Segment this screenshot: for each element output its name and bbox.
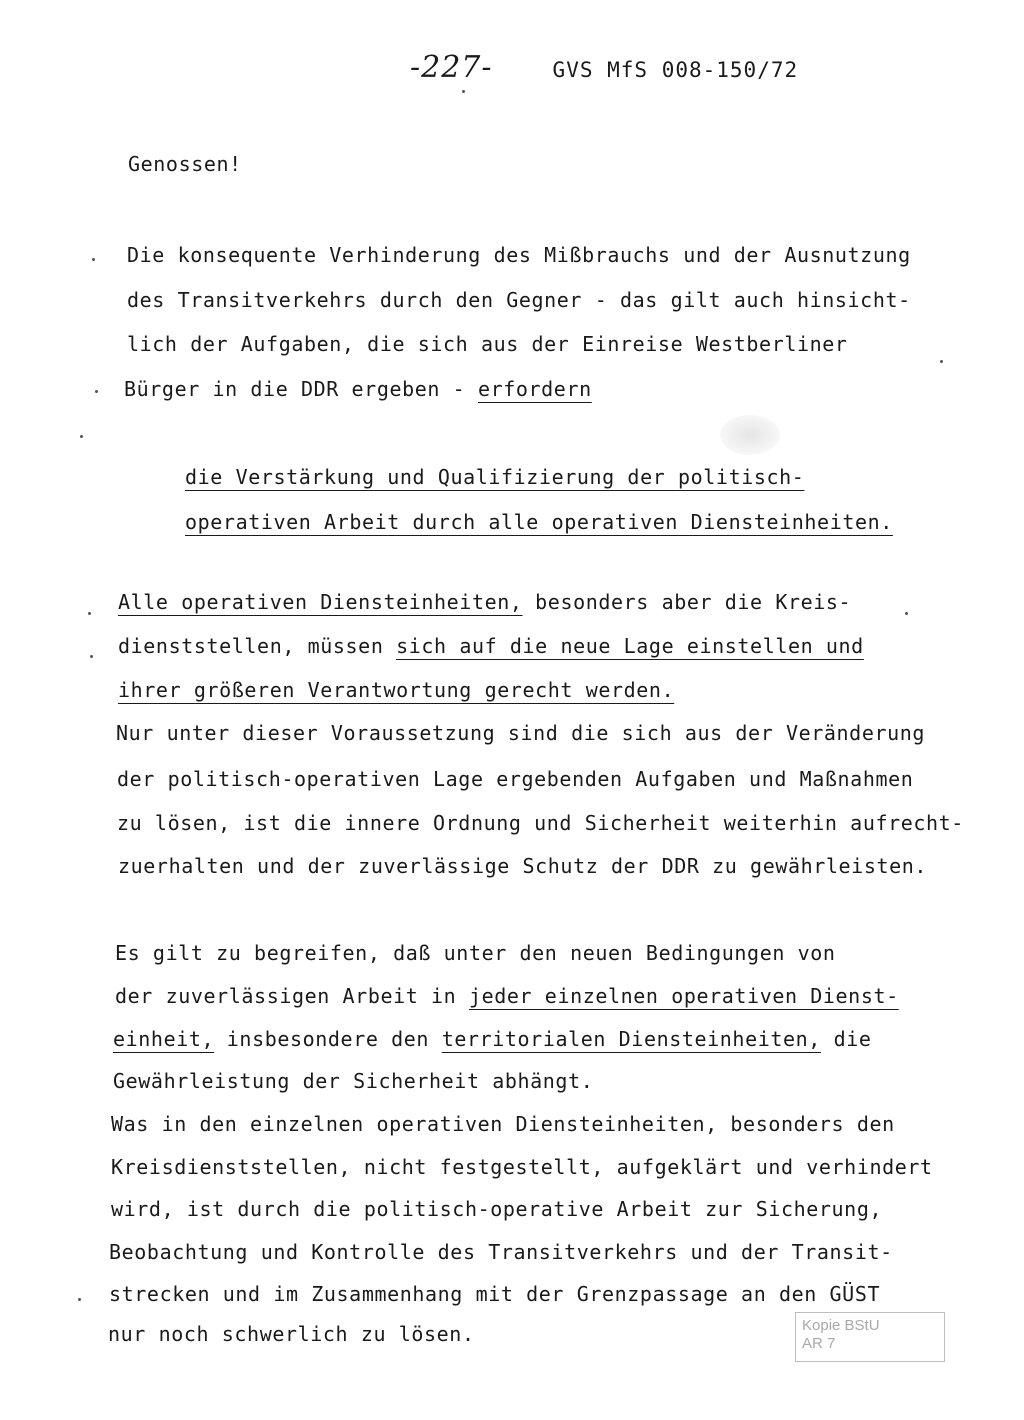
para2-line2 — [118, 634, 864, 658]
para3-line3-underlined-b: territorialen Diensteinheiten, — [441, 1027, 821, 1051]
para2-line2-underlined: sich auf die neue Lage einstellen und — [396, 634, 864, 658]
stamp-line1: Kopie BStU — [802, 1317, 880, 1334]
margin-speck — [90, 655, 93, 658]
para3-line3 — [113, 1027, 872, 1051]
para2-line1 — [118, 590, 851, 614]
page-header — [410, 50, 798, 85]
emphasis-line2: operativen Arbeit durch alle operativen Diensteinheiten. — [185, 510, 893, 534]
salutation: Genossen! — [128, 152, 242, 176]
archive-stamp — [795, 1312, 945, 1362]
para3-line2-text: der zuverlässigen Arbeit in — [115, 984, 469, 1008]
para2-line4: Nur unter dieser Voraussetzung sind die sich aus der Veränderung — [116, 721, 926, 745]
para1-line2: des Transitverkehrs durch den Gegner - das gilt auch hinsicht- — [127, 288, 911, 312]
para3-line6: Kreisdienststellen, nicht festgestellt, aufgeklärt und verhindert — [111, 1155, 933, 1179]
para1-line4 — [124, 377, 592, 401]
para3-line2-underlined: jeder einzelnen operativen Dienst- — [468, 984, 899, 1008]
margin-speck — [95, 390, 98, 393]
para2-line7: zuerhalten und der zuverlässige Schutz der DDR zu gewährleisten. — [118, 854, 928, 878]
para1-line4-text: Bürger in die DDR ergeben - — [124, 377, 478, 401]
para3-line9: strecken und im Zusammenhang mit der Grenzpassage an den GÜST — [109, 1282, 881, 1306]
para1-line4-underlined: erfordern — [477, 377, 592, 401]
para3-line1: Es gilt zu begreifen, daß unter den neuen Bedingungen von — [115, 941, 836, 965]
para1-line1: Die konsequente Verhinderung des Mißbrauchs und der Ausnutzung — [127, 243, 911, 267]
margin-speck — [940, 360, 943, 363]
para2-line1-text: besonders aber die Kreis- — [522, 590, 852, 614]
emphasis-line1: die Verstärkung und Qualifizierung der politisch- — [185, 465, 805, 489]
para3-line10: nur noch schwerlich zu lösen. — [108, 1322, 475, 1346]
para3-line3-underlined-a: einheit, — [113, 1027, 215, 1051]
para2-line5: der politisch-operativen Lage ergebenden Aufgaben und Maßnahmen — [117, 767, 914, 791]
stamp-line2: AR 7 — [802, 1335, 836, 1352]
para3-line3-mid: insbesondere den — [214, 1027, 442, 1051]
para3-line3-suffix: die — [820, 1027, 872, 1051]
margin-speck — [88, 612, 91, 615]
para3-line7: wird, ist durch die politisch-operative Arbeit zur Sicherung, — [111, 1197, 883, 1221]
paper-smudge — [720, 415, 780, 455]
para2-line1-underlined: Alle operativen Diensteinheiten, — [118, 590, 523, 614]
page-number: -227- — [410, 50, 493, 85]
document-reference: GVS MfS 008-150/72 — [552, 58, 799, 82]
para3-line5: Was in den einzelnen operativen Diensteinheiten, besonders den — [111, 1112, 895, 1136]
margin-speck — [905, 612, 908, 615]
margin-speck — [78, 1298, 81, 1301]
para2-line2-text: dienststellen, müssen — [118, 634, 397, 658]
para2-line6: zu lösen, ist die innere Ordnung und Sicherheit weiterhin aufrecht- — [117, 811, 964, 835]
para1-line3: lich der Aufgaben, die sich aus der Einreise Westberliner — [127, 332, 848, 356]
para2-line3: ihrer größeren Verantwortung gerecht werden. — [118, 678, 675, 702]
para3-line4: Gewährleistung der Sicherheit abhängt. — [113, 1069, 594, 1093]
margin-speck — [92, 258, 95, 261]
para3-line2 — [115, 984, 899, 1008]
margin-speck — [80, 435, 83, 438]
para3-line8: Beobachtung und Kontrolle des Transitverkehrs und der Transit- — [109, 1240, 893, 1264]
margin-speck — [462, 90, 465, 93]
